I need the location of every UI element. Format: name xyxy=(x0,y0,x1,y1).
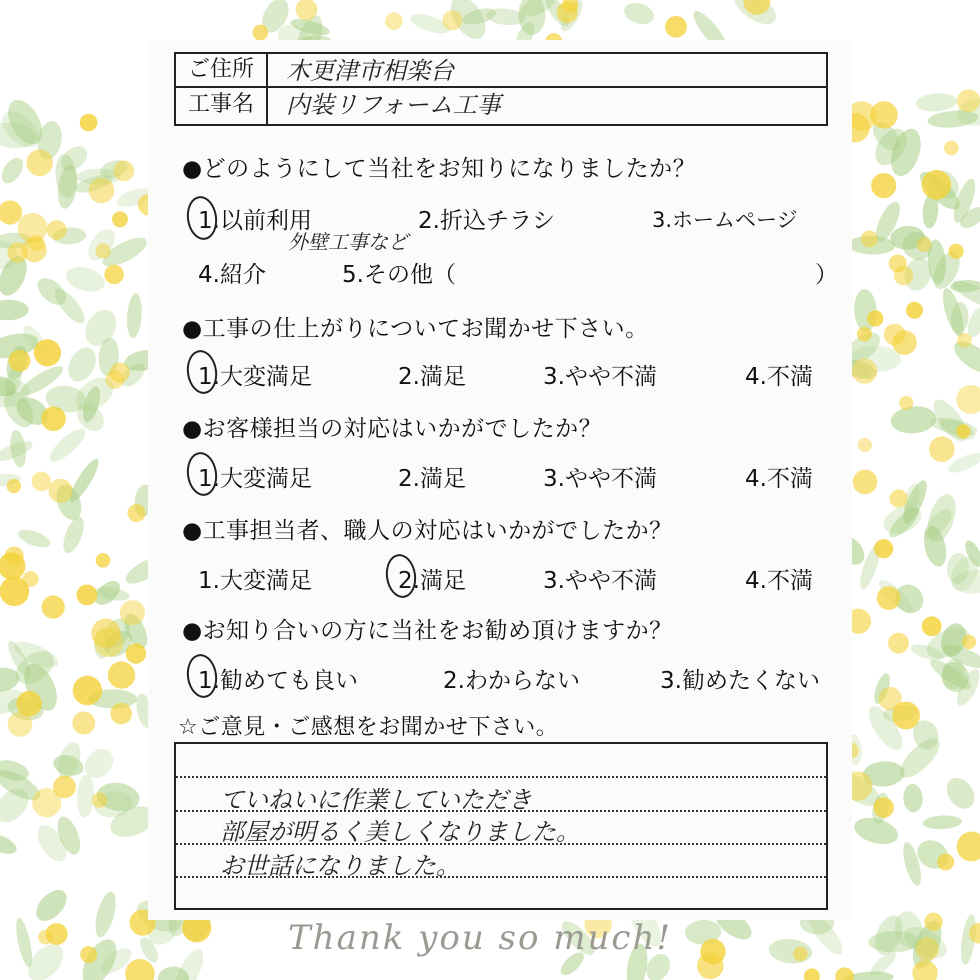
flower-shape xyxy=(80,946,97,963)
flower-shape xyxy=(804,968,820,980)
q1-option-1[interactable]: 1.以前利用 xyxy=(198,208,312,234)
leaf-shape xyxy=(50,284,89,327)
comment-rule xyxy=(176,776,826,778)
leaf-shape xyxy=(0,299,29,320)
leaf-shape xyxy=(915,92,958,113)
flower-shape xyxy=(47,220,67,240)
address-value: 木更津市相楽台 xyxy=(286,57,454,85)
flower-shape xyxy=(23,571,39,587)
flower-shape xyxy=(34,339,61,366)
flower-shape xyxy=(73,676,102,705)
flower-shape xyxy=(867,310,883,326)
flower-shape xyxy=(114,160,135,181)
flower-shape xyxy=(888,633,909,654)
flower-shape xyxy=(793,947,807,961)
thank-you-script: Thank you so much! xyxy=(288,918,673,958)
flower-shape xyxy=(53,776,76,799)
flower-shape xyxy=(94,627,124,657)
leaf-shape xyxy=(922,814,962,830)
flower-shape xyxy=(48,479,72,503)
flower-shape xyxy=(853,470,878,495)
flower-shape xyxy=(861,231,878,248)
leaf-shape xyxy=(63,263,107,296)
flower-shape xyxy=(96,553,111,568)
q5-option-1[interactable]: 1.勧めても良い xyxy=(198,668,358,694)
flower-shape xyxy=(557,2,578,23)
flower-shape xyxy=(899,396,913,410)
q2-option-3[interactable]: 3.やや不満 xyxy=(543,364,657,390)
flower-shape xyxy=(18,213,48,243)
leaf-shape xyxy=(126,293,144,339)
flower-shape xyxy=(128,504,146,522)
flower-shape xyxy=(665,16,687,38)
q4-option-2[interactable]: 2.満足 xyxy=(398,568,466,594)
q1-option-2[interactable]: 2.折込チラシ xyxy=(418,208,555,234)
q3-option-2[interactable]: 2.満足 xyxy=(398,466,466,492)
q4-option-1[interactable]: 1.大変満足 xyxy=(198,568,312,594)
flower-shape xyxy=(89,178,115,204)
q2-option-1[interactable]: 1.大変満足 xyxy=(198,364,312,390)
flower-shape xyxy=(112,211,128,227)
flower-shape xyxy=(110,703,132,725)
leaf-shape xyxy=(91,890,119,940)
flower-shape xyxy=(835,967,854,980)
flower-shape xyxy=(906,302,923,319)
flower-shape xyxy=(77,585,98,606)
work-row xyxy=(174,86,828,126)
leaf-shape xyxy=(30,884,72,926)
q4-option-3[interactable]: 3.やや不満 xyxy=(543,568,657,594)
q5-option-2[interactable]: 2.わからない xyxy=(443,668,580,694)
q1-option-5[interactable]: 5.その他（ xyxy=(342,262,456,288)
flower-shape xyxy=(105,370,124,389)
q3-option-4[interactable]: 4.不満 xyxy=(745,466,813,492)
question-2: ●工事の仕上がりについてお聞かせ下さい。 xyxy=(182,316,649,342)
q3-option-3[interactable]: 3.やや不満 xyxy=(543,466,657,492)
q1-other-note: 外壁工事など xyxy=(288,230,408,254)
comment-line-2: 部屋が明るく美しくなりました。 xyxy=(220,818,580,846)
address-row xyxy=(174,52,828,88)
question-3: ●お客様担当の対応はいかがでしたか？ xyxy=(182,416,603,442)
leaf-shape xyxy=(0,830,19,857)
question-4: ●工事担当者、職人の対応はいかがでしたか？ xyxy=(182,518,673,544)
flower-shape xyxy=(858,438,872,452)
comments-heading: ☆ご意見・ご感想をお聞かせ下さい。 xyxy=(178,715,559,740)
question-1: ●どのようにして当社をお知りになりましたか？ xyxy=(182,156,697,182)
leaf-shape xyxy=(59,514,88,556)
leaf-shape xyxy=(16,526,53,551)
flower-shape xyxy=(80,114,98,132)
flower-shape xyxy=(8,712,33,737)
flower-shape xyxy=(125,959,154,980)
flower-shape xyxy=(126,643,146,663)
flower-shape xyxy=(894,266,913,285)
flower-shape xyxy=(890,489,908,507)
flower-shape xyxy=(944,141,959,156)
flower-shape xyxy=(26,150,53,177)
flower-shape xyxy=(871,173,896,198)
flower-shape xyxy=(917,237,932,252)
flower-shape xyxy=(957,333,972,348)
flower-shape xyxy=(0,200,22,224)
question-5: ●お知り合いの方に当社をお勧め頂けますか？ xyxy=(182,618,673,644)
q1-option-5-close: ） xyxy=(815,262,838,288)
flower-shape xyxy=(877,586,901,610)
flower-shape xyxy=(32,472,51,491)
flower-shape xyxy=(104,265,124,285)
leaf-shape xyxy=(621,0,656,28)
q3-option-1[interactable]: 1.大変満足 xyxy=(198,466,312,492)
q2-option-4[interactable]: 4.不満 xyxy=(745,364,813,390)
address-label: ご住所 xyxy=(176,54,268,86)
flower-shape xyxy=(72,712,95,735)
flower-shape xyxy=(874,539,893,558)
flower-shape xyxy=(108,661,135,688)
flower-shape xyxy=(956,424,970,438)
flower-shape xyxy=(9,350,31,372)
q2-option-2[interactable]: 2.満足 xyxy=(398,364,466,390)
flower-shape xyxy=(957,89,980,112)
flower-shape xyxy=(956,385,980,414)
flower-shape xyxy=(700,939,725,964)
flower-shape xyxy=(385,12,403,30)
flower-shape xyxy=(929,436,955,462)
flower-shape xyxy=(873,797,894,818)
q1-option-3[interactable]: 3.ホームページ xyxy=(652,208,798,232)
flower-shape xyxy=(892,702,920,730)
flower-shape xyxy=(41,407,66,432)
flower-shape xyxy=(92,792,108,808)
leaf-shape xyxy=(890,404,938,435)
flower-shape xyxy=(96,243,111,258)
flower-shape xyxy=(892,330,917,355)
comment-line-3: お世話になりました。 xyxy=(220,852,460,880)
leaf-shape xyxy=(941,773,980,814)
flower-shape xyxy=(957,832,980,862)
q5-option-3[interactable]: 3.勧めたくない xyxy=(660,668,820,694)
comment-line-1: ていねいに作業していただき xyxy=(220,786,532,814)
leaf-shape xyxy=(0,154,27,187)
flower-shape xyxy=(42,595,65,618)
flower-shape xyxy=(937,854,954,871)
flower-shape xyxy=(922,170,952,200)
q1-option-4[interactable]: 4.紹介 xyxy=(198,262,266,288)
flower-shape xyxy=(916,937,939,960)
flower-shape xyxy=(857,327,872,342)
flower-shape xyxy=(852,358,877,383)
flower-shape xyxy=(7,479,21,493)
flower-shape xyxy=(442,10,462,30)
flower-shape xyxy=(120,600,145,625)
flower-shape xyxy=(252,25,268,41)
flower-shape xyxy=(962,635,976,649)
leaf-shape xyxy=(76,774,95,818)
work-label: 工事名 xyxy=(176,86,268,124)
flower-shape xyxy=(949,244,964,259)
flower-shape xyxy=(38,930,53,945)
leaf-shape xyxy=(903,783,924,812)
flower-shape xyxy=(922,616,942,636)
flower-shape xyxy=(7,242,27,262)
q4-option-4[interactable]: 4.不満 xyxy=(745,568,813,594)
work-value: 内装リフォーム工事 xyxy=(286,91,501,119)
flower-shape xyxy=(924,913,942,931)
